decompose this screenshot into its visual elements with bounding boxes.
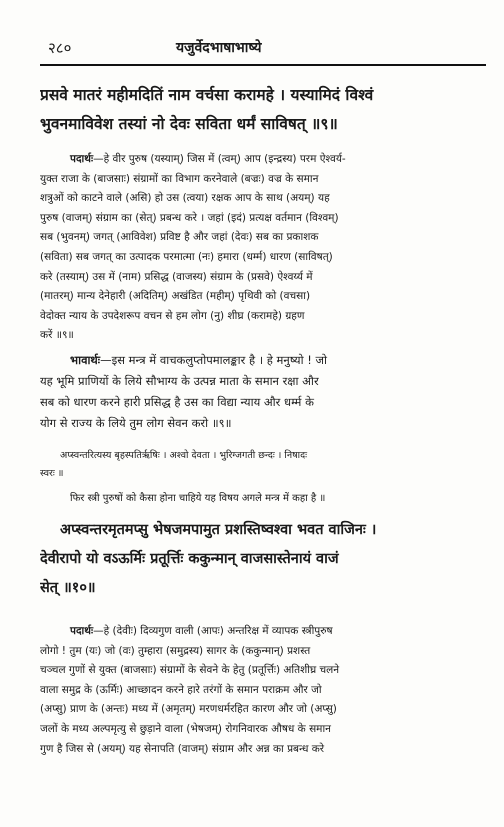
mantra-9: [40, 80, 486, 138]
padartha-line: चञ्चल गुणों से युक्त (बाजसाः) संग्रामों के सेवने के हेतु (प्रतूर्त्तिः) अतिशीघ्र चलने: [40, 664, 340, 677]
meta-line: अप्स्वन्तरित्यस्य बृहस्पतिर्ऋषिः । अश्वो देवता । भुरिग्जगती छन्दः । निषादः: [60, 450, 308, 461]
padartha-line: युक्त राजा के (बाजसाः) संग्रामों का विभाग करनेवाले (बज्रः) वज्र के समान: [40, 172, 319, 185]
padartha-line: लोगो ! तुम (यः) जो (वः) तुम्हारा (समुद्रस्य) सागर के (ककुन्मान्) प्रशस्त: [40, 644, 311, 657]
mantra-line: देवीरापो यो वऽऊर्मिः प्रतूर्त्तिः ककुन्मान् वाजसास्तेनायं वाजं: [40, 550, 339, 567]
padartha-9: [40, 150, 486, 346]
padartha-line: वेदोक्त न्याय के उपदेशरूप वचन से हम लोग (नु) शीघ्र (करामहे) ग्रहण: [40, 309, 305, 322]
padartha-label: पदार्थः: [70, 153, 94, 165]
padartha-line: सब (भुवनम्) जगत् (आविवेश) प्रविष्ट है और जहां (देवः) सब का प्रकाशक: [40, 231, 319, 244]
padartha-line: (सविता) सब जगत् का उत्पादक परमात्मा (नः) हमारा (धर्म्म) धारण (साविषत्): [40, 250, 333, 263]
padartha-line: करें ॥९॥: [40, 329, 74, 342]
mantra-line: भुवनमाविवेश तस्यां नो देवः सविता धर्मं साविषत् ॥९॥: [40, 114, 338, 133]
bhavartha-9: [40, 350, 486, 434]
meta-line: स्वरः ॥: [40, 468, 64, 479]
mantra-line: प्रसवे मातरं महीमदितिं नाम वर्चसा करामहे । यस्यामिदं विश्वं: [40, 85, 374, 104]
padartha-line: करे (तस्याम्) उस में (नाम) प्रसिद्ध (वाजस्य) संग्राम के (प्रसवे) ऐश्वर्य्य में: [40, 270, 313, 283]
bhavartha-line: सब को धारण करने हारी प्रसिद्ध है उस का विद्या न्याय और धर्म्म के: [40, 395, 314, 409]
mantra-line: सेत् ॥१०॥: [40, 579, 96, 596]
padartha-label: पदार्थः: [70, 625, 94, 637]
padartha-line: गुण है जिस से (अयम्) यह सेनापति (वाजम्) संग्राम और अन्न का प्रबन्ध करे: [40, 742, 325, 755]
running-title: यजुर्वेदभाषाभाष्ये: [176, 40, 262, 56]
rishi-devata-line: [40, 447, 486, 483]
mantra-line: अप्स्वन्तरमृतमप्सु भेषजमपामुत प्रशस्तिष्वश्वा भवत वाजिनः ।: [60, 521, 377, 538]
page-number: २८०: [48, 39, 72, 57]
padartha-line: शत्रुओं को काटने वाले (असि) हो उस (त्वया) रक्षक आप के साथ (अयम्) यह: [40, 192, 330, 205]
padartha-line: —हे वीर पुरुष (यस्याम्) जिस में (त्वम्) आप (इन्द्रस्य) परम ऐश्वर्य-: [93, 153, 346, 165]
padartha-line: जलों के मध्य अल्पमृत्यु से छुड़ाने वाला (भेषजम्) रोगनिवारक औषध के समान: [40, 722, 332, 735]
mantra-10: [40, 515, 486, 602]
padartha-line: (मातरम्) मान्य देनेहारी (अदितिम्) अखंडित (महीम्) पृथिवी को (वचसा): [40, 290, 311, 303]
padartha-line: वाला समुद्र के (ऊर्मिः) आच्छादन करने हारे तरंगों के समान पराक्रम और जो: [40, 683, 322, 696]
topic-intro: [40, 490, 486, 508]
padartha-line: —हे (देवीः) दिव्यगुण वाली (आपः) अन्तरिक्ष में व्यापक स्त्रीपुरुष: [93, 625, 333, 637]
padartha-line: पुरुष (वाजम्) संग्राम का (सेत्) प्रबन्ध करे । जहां (इदं) प्रत्यक्ष वर्तमान (विश्वम्): [40, 211, 339, 224]
padartha-10: [40, 622, 486, 759]
bhavartha-line: योग से राज्य के लिये तुम लोग सेवन करो ॥९॥: [40, 416, 232, 430]
padartha-line: (अप्सु) प्राण के (अन्तः) मध्य में (अमृतम्) मरणधर्मरहित कारण और जो (अप्सु): [40, 703, 337, 716]
page-header: [48, 38, 468, 60]
intro-line: फिर स्त्री पुरुषों को कैसा होना चाहिये यह विषय अगले मन्त्र में कहा है ॥: [70, 493, 326, 504]
bhavartha-label: भावार्थः: [70, 353, 101, 367]
bhavartha-line: —इस मन्त्र में वाचकलुप्तोपमालङ्कार है । हे मनुष्यो ! जो: [100, 353, 327, 367]
bhavartha-line: यह भूमि प्राणियों के लिये सौभाग्य के उत्पन्न माता के समान रक्षा और: [40, 374, 319, 388]
header-rule: [40, 64, 486, 66]
